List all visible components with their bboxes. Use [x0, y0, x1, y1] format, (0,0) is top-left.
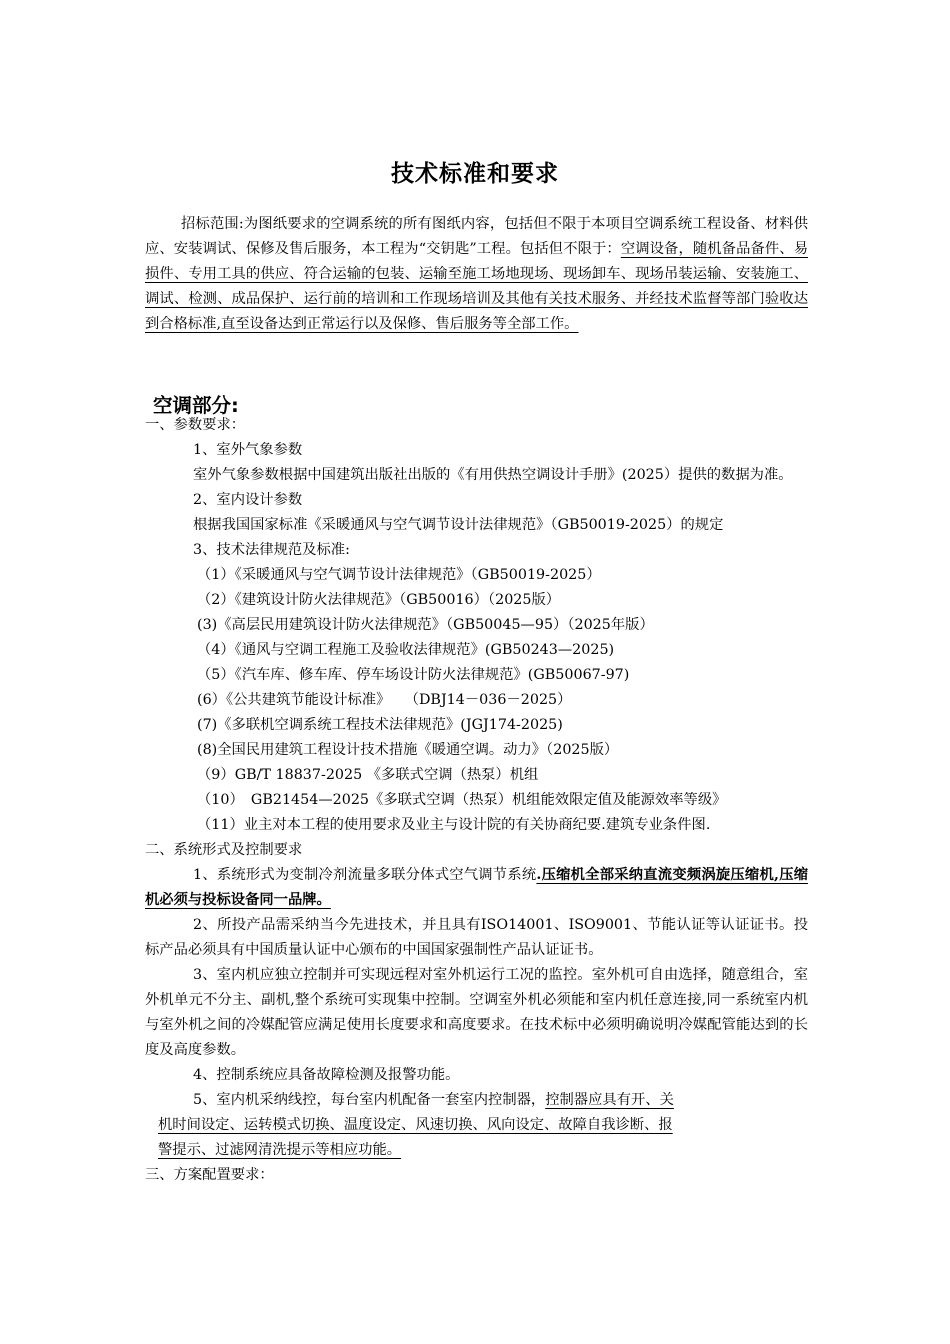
standard-item: （10） GB21454—2025《多联式空调（热泵）机组能效限定值及能源效率等级》 — [197, 792, 727, 808]
standard-item: （1）《采暖通风与空气调节设计法律规范》（GB50019-2025） — [197, 567, 601, 583]
section-heading-ac: 空调部分: — [153, 394, 239, 417]
tender-scope-paragraph — [145, 212, 808, 337]
s1-item1-title: 1、室外气象参数 — [193, 442, 303, 458]
s2-para4: 4、控制系统应具备故障检测及报警功能。 — [193, 1067, 460, 1083]
s2-para5-line3: 警提示、过滤网清洗提示等相应功能。 — [158, 1142, 402, 1158]
s2-para1-emphasis: .压缩机全部采纳直流变频涡旋压缩机,压缩机必须与投标设备同一品牌。 — [145, 867, 809, 908]
s2-para3: 3、室内机应独立控制并可实现远程对室外机运行工况的监控。室外机可自由选择，随意组合，室外机单元不分主、副机,整个系统可实现集中控制。空调室外机必须能和室内机任意连接,同一系统室内机与室外机之间的冷媒配管应满足使用长度要求和高度要求。在技术标中必须明确说明冷媒配管能达到的长度及高度参数。 — [145, 967, 808, 1058]
s2-para5-underlined: 控制器应具有开、关 — [545, 1092, 674, 1108]
standard-item: （4）《通风与空调工程施工及验收法律规范》(GB50243—2025) — [197, 642, 615, 658]
document-body — [145, 413, 808, 1188]
s1-item3-title: 3、技术法律规范及标准: — [193, 542, 350, 558]
standard-item: （11）业主对本工程的使用要求及业主与设计院的有关协商纪要.建筑专业条件图. — [197, 817, 711, 833]
s2-para5-line1 — [145, 1088, 808, 1113]
s3-heading: 三、方案配置要求： — [145, 1167, 274, 1183]
s2-para5-line2: 机时间设定、运转模式切换、温度设定、风速切换、风向设定、故障自我诊断、报 — [158, 1117, 673, 1133]
standard-item: (7)《多联机空调系统工程技术法律规范》(JGJ174-2025) — [197, 717, 563, 733]
s1-heading: 一、参数要求： — [145, 417, 246, 433]
s2-heading: 二、系统形式及控制要求 — [145, 842, 303, 858]
standard-item: (6）《公共建筑节能设计标准》 （DBJ14－036－2025） — [197, 692, 572, 708]
s2-para1 — [145, 863, 808, 913]
s2-para5-text: 5、室内机采纳线控，每台室内机配备一套室内控制器， — [193, 1092, 546, 1108]
s1-item2-text: 根据我国国家标准《采暖通风与空气调节设计法律规范》（GB50019-2025）的规定 — [193, 517, 724, 533]
standard-item: （9）GB/T 18837-2025 《多联式空调（热泵）机组 — [197, 767, 539, 783]
standard-item: （5）《汽车库、修车库、停车场设计防火法律规范》(GB50067-97) — [197, 667, 630, 683]
standard-item: （2）《建筑设计防火法律规范》（GB50016）（2025版） — [197, 592, 561, 608]
s1-item2-title: 2、室内设计参数 — [193, 492, 303, 508]
scope-underlined-text: 空调设备，随机备品备件、易损件、专用工具的供应、符合运输的包装、运输至施工场地现场、现场卸车、现场吊装运输、安装施工、调试、检测、成品保护、运行前的培训和工作现场培训及其他有关技术服务、并经技术监督等部门验收达到合格标准,直至设备达到正常运行以及保修、售后服务等全部工作。 — [145, 241, 808, 332]
standard-item: (3)《高层民用建筑设计防火法律规范》（GB50045—95）（2025年版） — [197, 617, 654, 633]
s2-para1-text: 1、系统形式为变制冷剂流量多联分体式空气调节系统 — [193, 867, 537, 883]
s1-item1-text: 室外气象参数根据中国建筑出版社出版的《有用供热空调设计手册》(2025）提供的数据为准。 — [193, 467, 793, 483]
s2-para2: 2、所投产品需采纳当今先进技术，并且具有ISO14001、ISO9001、节能认证等认证证书。投标产品必须具有中国质量认证中心颁布的中国国家强制性产品认证证书。 — [145, 917, 808, 958]
scope-text: 招标范围:为图纸要求的空调系统的所有图纸内容，包括但不限于本项目空调系统工程设备、材料供应、安装调试、保修及售后服务，本工程为“交钥匙”工程。包括但不限于： — [145, 216, 808, 257]
page-title: 技术标准和要求 — [391, 161, 559, 187]
standard-item: (8)全国民用建筑工程设计技术措施《暖通空调。动力》（2025版） — [197, 742, 619, 758]
